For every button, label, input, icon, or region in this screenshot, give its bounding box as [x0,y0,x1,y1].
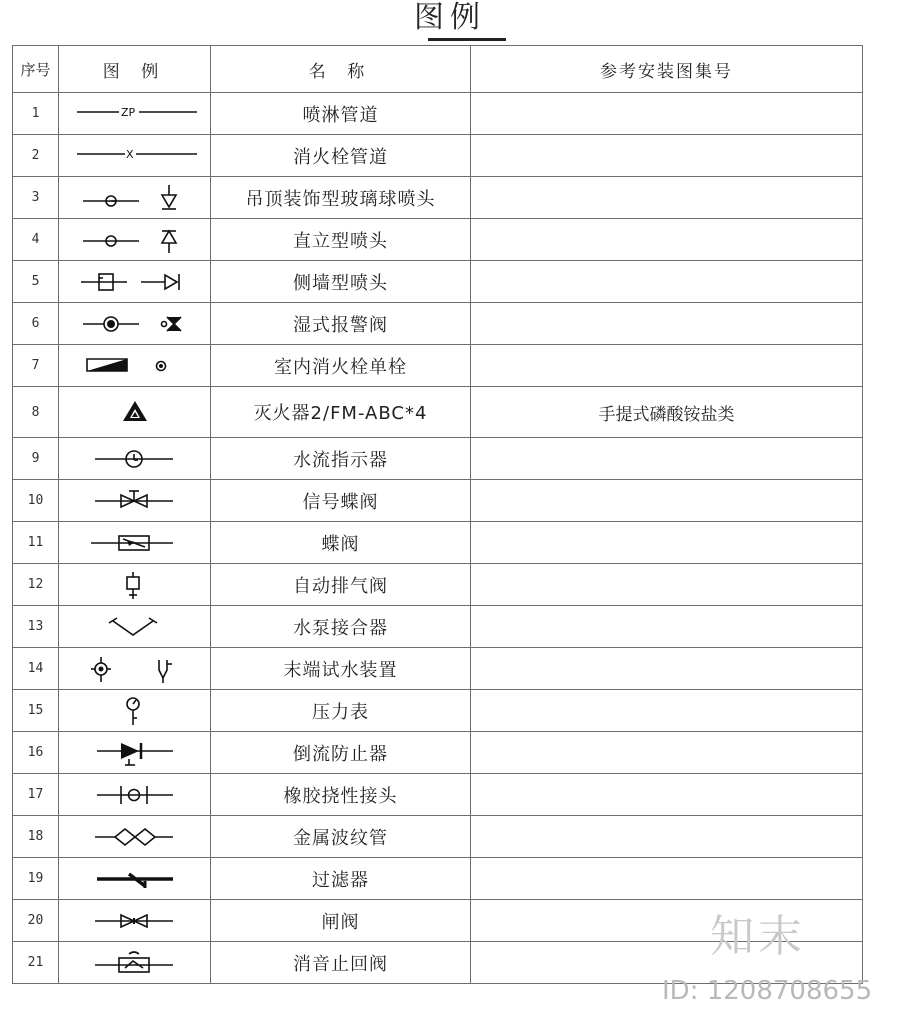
row-number: 20 [13,900,59,942]
row-reference [471,732,863,774]
row-symbol [59,564,211,606]
row-symbol [59,219,211,261]
row-symbol [59,93,211,135]
row-reference [471,345,863,387]
header-name: 名 称 [211,46,471,93]
row-name: 湿式报警阀 [211,303,471,345]
row-symbol [59,858,211,900]
row-number: 21 [13,942,59,984]
header-seq: 序号 [13,46,59,93]
row-symbol [59,387,211,438]
row-name: 水泵接合器 [211,606,471,648]
row-name: 倒流防止器 [211,732,471,774]
row-number: 13 [13,606,59,648]
pump-adapter-icon [69,612,201,642]
row-symbol [59,522,211,564]
header-symbol: 图 例 [59,46,211,93]
backflow-preventer-icon [69,738,201,768]
table-row [13,303,863,345]
table-row [13,261,863,303]
row-name: 闸阀 [211,900,471,942]
row-symbol [59,480,211,522]
row-symbol [59,345,211,387]
row-number: 8 [13,387,59,438]
row-name: 信号蝶阀 [211,480,471,522]
row-number: 3 [13,177,59,219]
table-row [13,648,863,690]
table-row [13,480,863,522]
table-row [13,606,863,648]
header-row [13,46,863,93]
rubber-joint-icon [69,780,201,810]
row-number: 9 [13,438,59,480]
indoor-hydrant-icon [69,351,201,381]
row-symbol [59,648,211,690]
extinguisher-icon [69,397,201,427]
row-reference [471,858,863,900]
row-reference [471,177,863,219]
strainer-icon [69,864,201,894]
row-number: 16 [13,732,59,774]
row-reference [471,261,863,303]
row-symbol [59,942,211,984]
row-reference: 手提式磷酸铵盐类 [471,387,863,438]
table-row [13,564,863,606]
watermark-logo: 知末 [710,911,806,962]
table-row [13,858,863,900]
signal-butterfly-valve-icon [69,486,201,516]
table-row [13,387,863,438]
row-name: 侧墙型喷头 [211,261,471,303]
row-number: 7 [13,345,59,387]
row-reference [471,522,863,564]
test-drain-icon [69,654,201,684]
row-symbol [59,690,211,732]
pressure-gauge-icon [69,696,201,726]
row-reference [471,438,863,480]
row-name: 灭火器2/FM-ABC*4 [211,387,471,438]
row-reference [471,690,863,732]
row-reference [471,816,863,858]
wet-alarm-valve-icon [69,309,201,339]
table-row [13,219,863,261]
row-number: 6 [13,303,59,345]
row-number: 18 [13,816,59,858]
row-number: 4 [13,219,59,261]
row-name: 吊顶装饰型玻璃球喷头 [211,177,471,219]
pendant-sprinkler-icon [69,183,201,213]
row-name: 自动排气阀 [211,564,471,606]
row-name: 压力表 [211,690,471,732]
gate-valve-icon [69,906,201,936]
row-name: 过滤器 [211,858,471,900]
row-number: 5 [13,261,59,303]
row-symbol [59,774,211,816]
row-reference [471,219,863,261]
row-number: 10 [13,480,59,522]
table-row [13,690,863,732]
row-symbol [59,438,211,480]
row-number: 14 [13,648,59,690]
row-name: 喷淋管道 [211,93,471,135]
pipe-zp-icon [69,99,201,129]
metal-bellows-icon [69,822,201,852]
row-reference [471,648,863,690]
table-row [13,135,863,177]
table-row [13,177,863,219]
row-reference [471,303,863,345]
row-name: 消音止回阀 [211,942,471,984]
legend-title: 图例 [414,0,486,35]
table-row [13,522,863,564]
header-reference: 参考安装图集号 [471,46,863,93]
table-row [13,774,863,816]
row-name: 末端试水装置 [211,648,471,690]
watermark-id: ID: 1208708655 [662,976,873,1006]
row-name: 水流指示器 [211,438,471,480]
legend-table [12,45,863,984]
row-number: 12 [13,564,59,606]
table-row [13,93,863,135]
row-number: 19 [13,858,59,900]
upright-sprinkler-icon [69,225,201,255]
row-number: 11 [13,522,59,564]
row-number: 15 [13,690,59,732]
row-number: 17 [13,774,59,816]
row-reference [471,93,863,135]
row-reference [471,606,863,648]
sidewall-sprinkler-icon [69,267,201,297]
table-row [13,732,863,774]
row-name: 直立型喷头 [211,219,471,261]
table-row [13,345,863,387]
row-symbol [59,816,211,858]
table-row [13,816,863,858]
row-name: 蝶阀 [211,522,471,564]
row-name: 消火栓管道 [211,135,471,177]
butterfly-valve-icon [69,528,201,558]
row-symbol [59,732,211,774]
svg-text:ZP: ZP [120,105,135,119]
row-reference [471,480,863,522]
row-symbol [59,135,211,177]
row-symbol [59,177,211,219]
row-symbol [59,606,211,648]
row-symbol [59,900,211,942]
air-release-valve-icon [69,570,201,600]
silent-check-valve-icon [69,948,201,978]
svg-text:X: X [125,147,134,161]
flow-indicator-icon [69,444,201,474]
row-name: 橡胶挠性接头 [211,774,471,816]
row-symbol [59,261,211,303]
row-symbol [59,303,211,345]
row-reference [471,774,863,816]
row-number: 1 [13,93,59,135]
pipe-x-icon [69,141,201,171]
title-underline [428,38,506,41]
row-name: 金属波纹管 [211,816,471,858]
row-number: 2 [13,135,59,177]
table-row [13,438,863,480]
row-reference [471,135,863,177]
row-reference [471,564,863,606]
row-name: 室内消火栓单栓 [211,345,471,387]
